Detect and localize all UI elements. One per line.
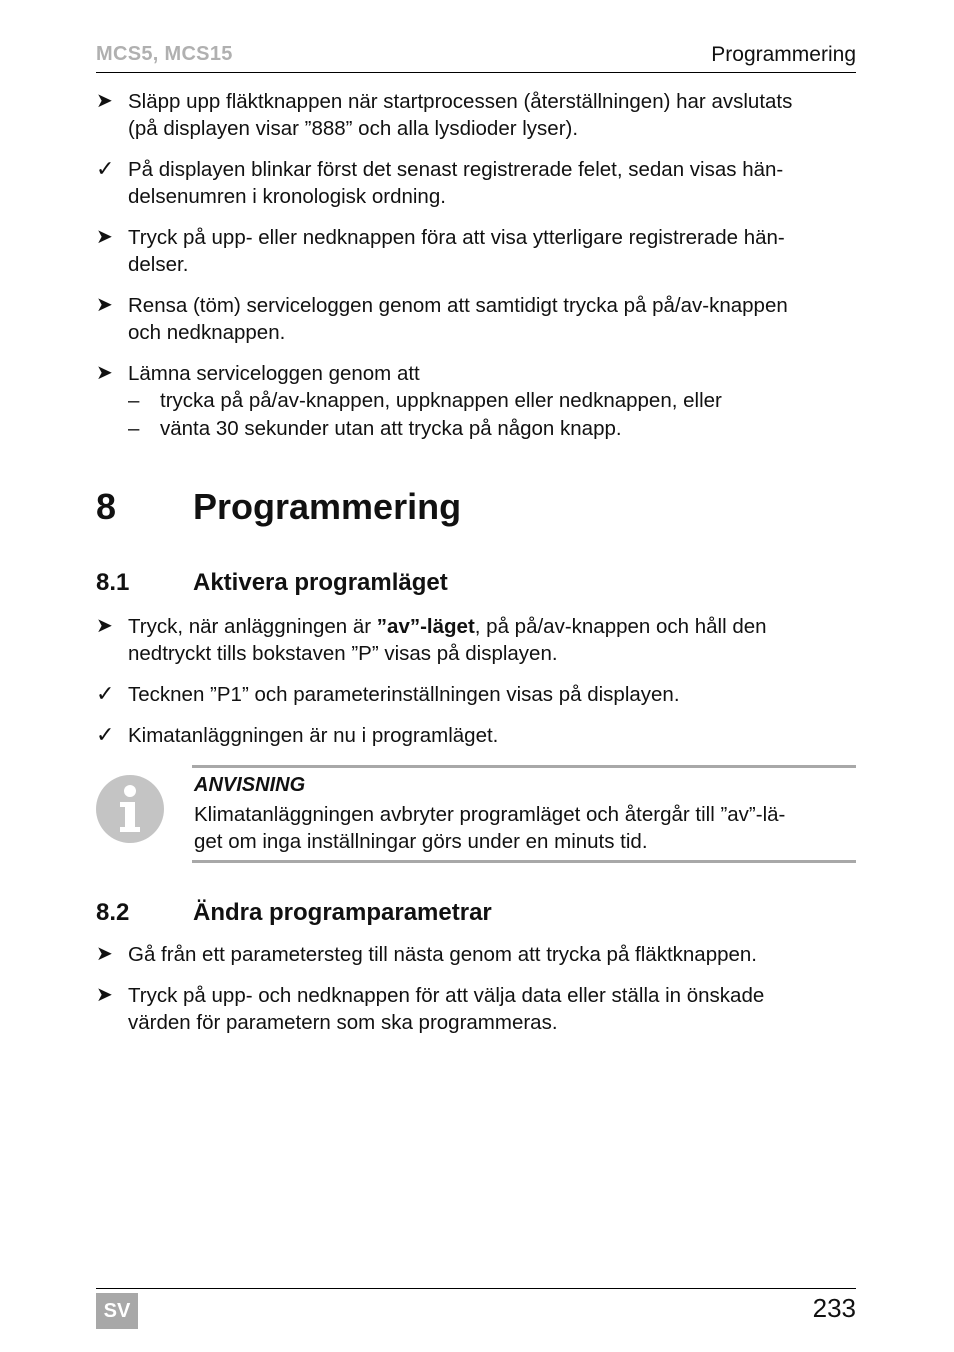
list-item: ➤ Rensa (töm) serviceloggen genom att samtidigt trycka på på/av-knappen och nedknappen. bbox=[96, 294, 788, 344]
page-header bbox=[96, 40, 856, 73]
section-title: Ändra programparametrar bbox=[193, 899, 492, 926]
mode-label: ”av”-läget bbox=[376, 615, 475, 638]
arrow-icon: ➤ bbox=[96, 615, 113, 637]
dash-icon: – bbox=[128, 389, 140, 412]
check-icon: ✓ bbox=[96, 156, 115, 181]
language-badge: SV bbox=[96, 1293, 138, 1329]
page-footer bbox=[96, 1288, 856, 1329]
section-heading-8-1 bbox=[96, 567, 856, 599]
list-item: ➤ Tryck, när anläggningen är ”av”-läget, på på/av-knappen och håll den nedtryckt tills bokstaven ”P” visas på displayen. bbox=[96, 615, 767, 665]
sub-list-item: – vänta 30 sekunder utan att trycka på någon knapp. bbox=[96, 415, 856, 443]
arrow-icon: ➤ bbox=[96, 226, 113, 248]
list-item: ➤ Tryck på upp- eller nedknappen föra att visa ytterligare registrerade hän- delser. bbox=[96, 226, 785, 276]
arrow-icon: ➤ bbox=[96, 943, 113, 965]
page-number: 233 bbox=[812, 1293, 856, 1323]
check-icon: ✓ bbox=[96, 681, 115, 706]
check-icon: ✓ bbox=[96, 722, 115, 747]
note-text: Klimatanläggningen avbryter programläget och återgår till ”av”-lä- get om inga inställningar görs under en minuts tid. bbox=[194, 803, 786, 853]
list-item: ➤ Lämna serviceloggen genom att bbox=[96, 362, 420, 385]
list-item: ✓ På displayen blinkar först det senast registrerade felet, sedan visas hän- delsenumren i kronologisk ordning. bbox=[96, 156, 784, 208]
section-number: 8.2 bbox=[96, 899, 130, 926]
list-item: ➤ Tryck på upp- och nedknappen för att välja data eller ställa in önskade värden för parametern som ska programmeras. bbox=[96, 984, 765, 1034]
list-item: ✓ Tecknen ”P1” och parameterinställningen visas på displayen. bbox=[96, 681, 680, 706]
note-box bbox=[96, 765, 856, 861]
section-title: Aktivera programläget bbox=[193, 569, 448, 596]
list-item: ✓ Kimatanläggningen är nu i programläget. bbox=[96, 722, 499, 747]
arrow-icon: ➤ bbox=[96, 984, 113, 1006]
section-heading-8-2 bbox=[96, 897, 856, 929]
list-item: ➤ Släpp upp fläktknappen när startprocessen (återställningen) har avslutats (på displayen visar ”888” och alla lysdioder lyser). bbox=[96, 90, 793, 140]
sub-list-item: – trycka på på/av-knappen, uppknappen eller nedknappen, eller bbox=[96, 387, 856, 415]
chapter-number: 8 bbox=[96, 486, 117, 527]
chapter-heading bbox=[96, 483, 856, 531]
note-title: ANVISNING bbox=[194, 774, 306, 796]
chapter-title: Programmering bbox=[193, 486, 462, 527]
header-section-title: Programmering bbox=[711, 43, 856, 66]
info-icon bbox=[96, 775, 164, 843]
arrow-icon: ➤ bbox=[96, 362, 113, 384]
product-name: MCS5, MCS15 bbox=[96, 43, 233, 65]
list-item: ➤ Gå från ett parametersteg till nästa genom att trycka på fläktknappen. bbox=[96, 943, 758, 966]
section-number: 8.1 bbox=[96, 569, 130, 596]
sub-list bbox=[96, 387, 856, 443]
arrow-icon: ➤ bbox=[96, 90, 113, 112]
dash-icon: – bbox=[128, 417, 140, 440]
note-frame bbox=[192, 765, 856, 863]
arrow-icon: ➤ bbox=[96, 294, 113, 316]
page-content bbox=[96, 88, 856, 1050]
